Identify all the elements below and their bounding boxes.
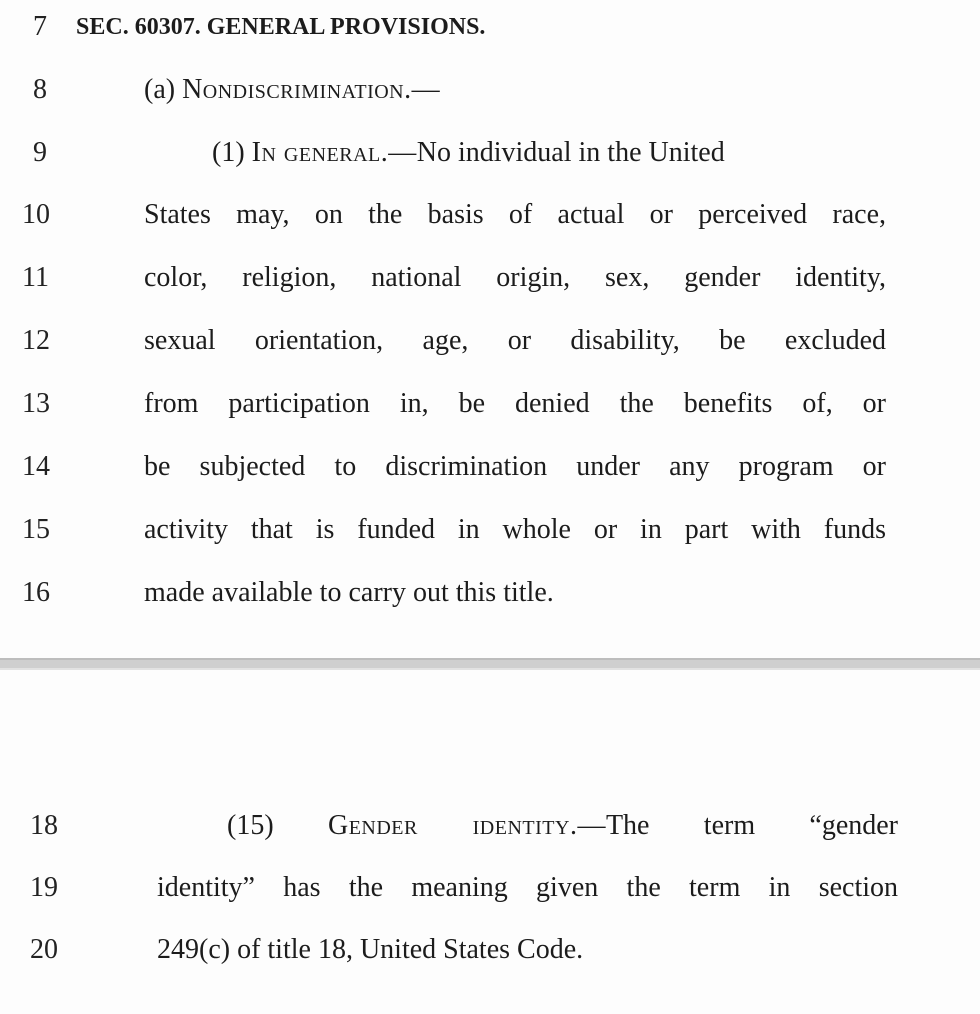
paragraph-line (0, 442, 980, 492)
line-number: 9 (33, 137, 47, 168)
paragraph-text: color, religion, national origin, sex, gender identity, (144, 262, 886, 293)
paragraph-first-line (212, 128, 886, 178)
line-number: 19 (30, 872, 58, 903)
paragraph-line (0, 253, 980, 303)
paragraph-text: No individual in the United (416, 137, 725, 168)
subsection-label: (a) (144, 74, 176, 105)
definition-label: (15) (227, 810, 274, 841)
line-number: 7 (33, 11, 47, 42)
paragraph-text: activity that is funded in whole or in part with funds (144, 514, 886, 545)
section-heading-line (0, 2, 980, 52)
paragraph-label: (1) (212, 137, 245, 168)
paragraph-line (0, 190, 980, 240)
line-number: 14 (22, 451, 50, 482)
subsection-title: Nondiscrimination.— (182, 74, 441, 105)
definition-line (0, 863, 980, 913)
paragraph-line (0, 568, 980, 618)
line-number: 12 (22, 325, 50, 356)
definition-text: identity” has the meaning given the term in section (157, 872, 898, 903)
page-divider (0, 658, 980, 670)
definition-line (0, 801, 980, 851)
definition-text: The term “gender (605, 810, 899, 841)
definition-text: 249(c) of title 18, United States Code. (157, 934, 584, 965)
subsection-heading-line (0, 65, 980, 115)
paragraph-heading: In general.— (251, 137, 417, 168)
paragraph-line (0, 316, 980, 366)
paragraph-text: made available to carry out this title. (144, 577, 554, 608)
line-number: 16 (22, 577, 50, 608)
line-number: 15 (22, 514, 50, 545)
paragraph-line (0, 379, 980, 429)
paragraph-line (0, 505, 980, 555)
line-number: 8 (33, 74, 47, 105)
line-number: 10 (22, 199, 50, 230)
paragraph-text: from participation in, be denied the benefits of, or (144, 388, 886, 419)
paragraph-text: States may, on the basis of actual or perceived race, (144, 199, 886, 230)
definition-first-line (227, 801, 898, 851)
line-number: 13 (22, 388, 50, 419)
line-number: 11 (22, 262, 49, 293)
bill-excerpt-bottom (0, 670, 980, 1014)
line-number: 20 (30, 934, 58, 965)
definition-line (0, 925, 980, 975)
paragraph-text: sexual orientation, age, or disability, be excluded (144, 325, 886, 356)
paragraph-text: be subjected to discrimination under any program or (144, 451, 886, 482)
paragraph-line (0, 128, 980, 178)
line-number: 18 (30, 810, 58, 841)
subsection-heading (144, 65, 440, 115)
section-heading: SEC. 60307. GENERAL PROVISIONS. (76, 14, 486, 40)
definition-heading: Gender identity.— (327, 810, 606, 841)
